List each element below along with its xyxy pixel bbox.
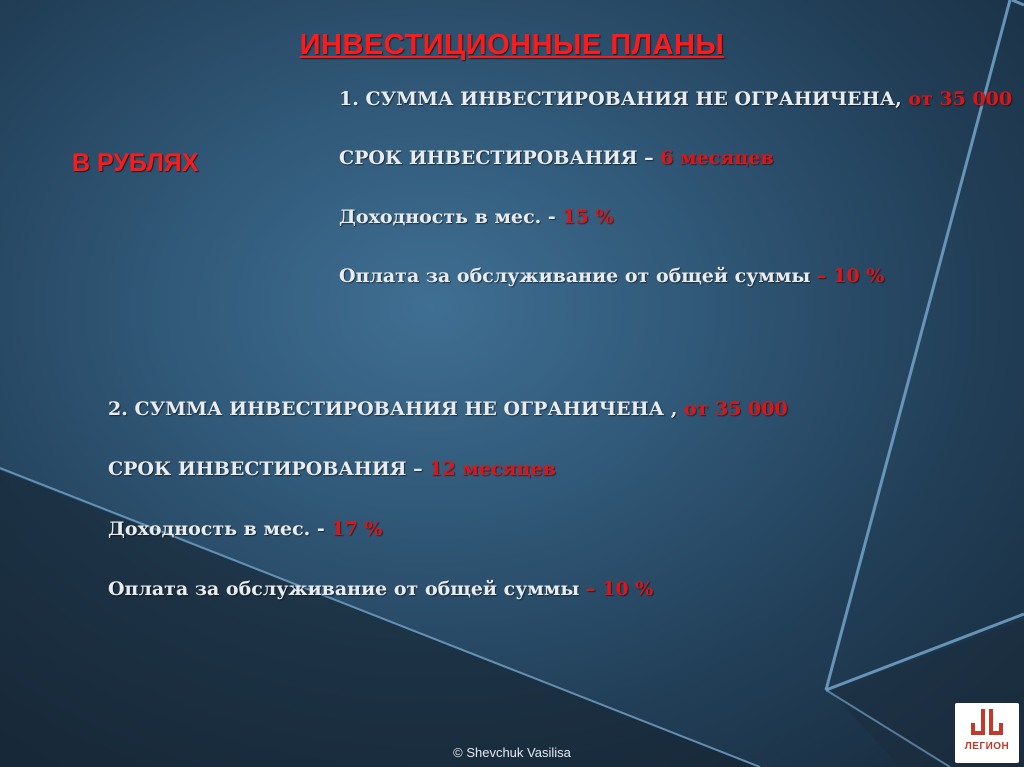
plan-1-yield-prefix: Доходность в мес. - xyxy=(339,206,563,228)
plan-2-yield-line xyxy=(108,515,788,575)
plan-1-sum-value: от 35 000 xyxy=(908,88,1013,110)
plan-2-fee-line xyxy=(108,575,788,635)
legion-logo xyxy=(955,703,1019,763)
plan-1-term-value: 6 месяцев xyxy=(660,147,774,169)
plan-2-fee-prefix: Оплата за обслуживание от общей суммы xyxy=(108,578,587,600)
plan-1-fee-line xyxy=(339,262,1012,321)
logo-text: ЛЕГИОН xyxy=(964,741,1010,752)
plan-1-fee-prefix: Оплата за обслуживание от общей суммы xyxy=(339,265,818,287)
plan-2-term-line xyxy=(108,455,788,515)
plan-1-yield-line xyxy=(339,203,1012,262)
plan-1-term-prefix: СРОК ИНВЕСТИРОВАНИЯ – xyxy=(339,147,661,169)
plan-2-term-value: 12 месяцев xyxy=(429,458,556,480)
legion-logo-icon xyxy=(955,703,1019,741)
plan-2-yield-value: 17 % xyxy=(331,518,383,540)
plan-2-term-prefix: СРОК ИНВЕСТИРОВАНИЯ – xyxy=(108,458,430,480)
copyright-footer: © Shevchuk Vasilisa xyxy=(453,745,571,760)
plan-1-fee-value: – 10 % xyxy=(817,265,885,287)
investment-plan-2 xyxy=(108,395,788,635)
investment-plan-1 xyxy=(339,85,1012,321)
slide-title: ИНВЕСТИЦИОННЫЕ ПЛАНЫ xyxy=(299,29,725,61)
plan-2-sum-prefix: 2. СУММА ИНВЕСТИРОВАНИЯ НЕ ОГРАНИЧЕНА , xyxy=(108,398,684,420)
currency-label: В РУБЛЯХ xyxy=(72,149,199,177)
plan-1-term-line xyxy=(339,144,1012,203)
plan-1-sum-prefix: 1. СУММА ИНВЕСТИРОВАНИЯ НЕ ОГРАНИЧЕНА, xyxy=(339,88,909,110)
plan-2-yield-prefix: Доходность в мес. - xyxy=(108,518,332,540)
plan-1-yield-value: 15 % xyxy=(562,206,614,228)
plan-1-sum-line xyxy=(339,85,1012,144)
plan-2-fee-value: – 10 % xyxy=(586,578,654,600)
plan-2-sum-line xyxy=(108,395,788,455)
plan-2-sum-value: от 35 000 xyxy=(683,398,788,420)
